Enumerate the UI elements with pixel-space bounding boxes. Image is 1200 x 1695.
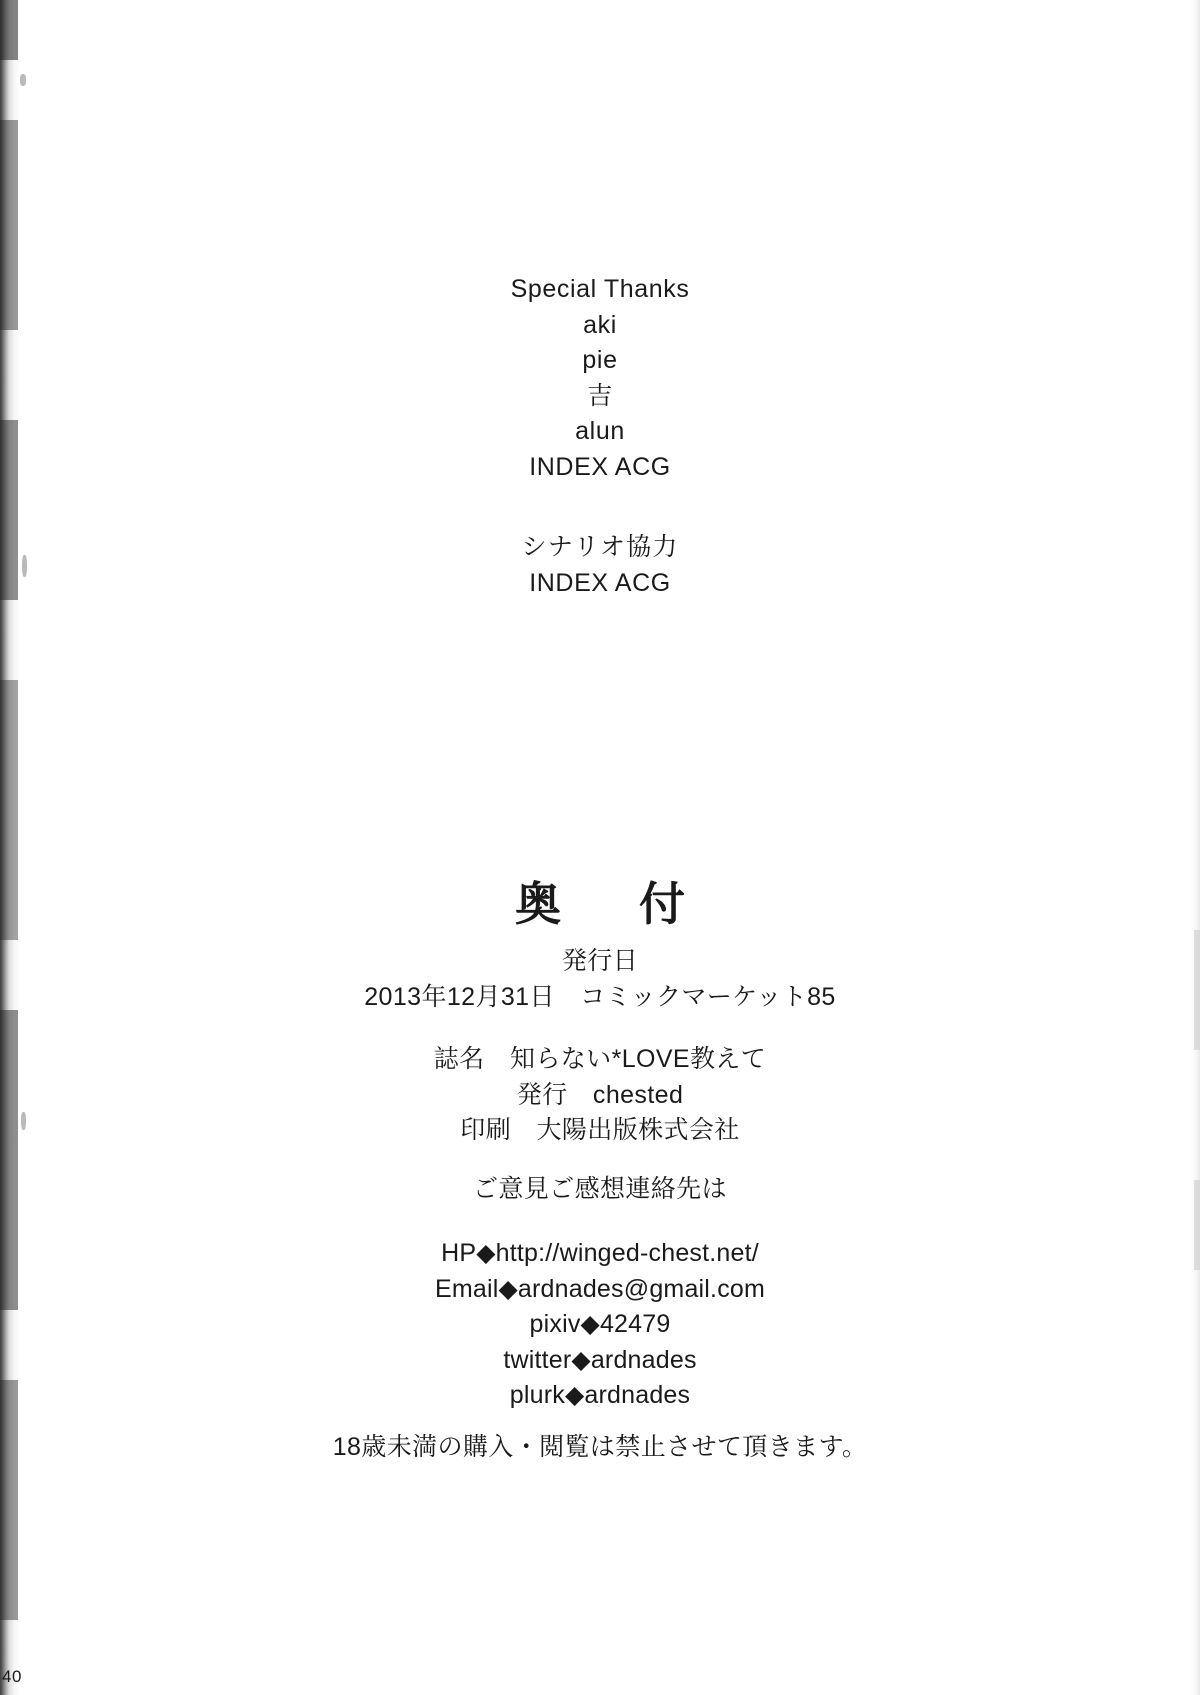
contact-list (0, 1236, 1200, 1414)
scenario-cooperation-name: INDEX ACG (529, 568, 671, 597)
publication-section (0, 944, 1200, 1015)
page-number: 40 (2, 1667, 22, 1686)
publication-date: 2013年12月31日 コミックマーケット85 (364, 982, 836, 1011)
special-thanks-name: aki (583, 310, 617, 339)
contact-pixiv: pixiv◆42479 (529, 1310, 671, 1338)
publisher-line: 発行 chested (516, 1080, 684, 1109)
age-restriction-notice (0, 1430, 1200, 1466)
age-restriction-text: 18歳未満の購入・閲覧は禁止させて頂きます。 (332, 1433, 868, 1461)
scan-noise-artifact (0, 1380, 18, 1620)
scenario-cooperation-section (0, 530, 1200, 601)
printer-line: 印刷 大陽出版株式会社 (460, 1116, 740, 1144)
publication-label: 発行日 (561, 947, 639, 975)
contact-twitter: twitter◆ardnades (503, 1345, 697, 1374)
special-thanks-name: alun (575, 417, 625, 445)
book-details-section (0, 1042, 1200, 1149)
special-thanks-section (0, 272, 1200, 485)
scan-speck-artifact (20, 74, 26, 86)
special-thanks-name: pie (582, 346, 618, 374)
special-thanks-name: INDEX ACG (529, 452, 671, 481)
contact-email: Email◆ardnades@gmail.com (434, 1274, 766, 1303)
scan-noise-artifact (0, 0, 18, 60)
scenario-cooperation-title: シナリオ協力 (521, 533, 679, 561)
contact-heading-section (0, 1172, 1200, 1208)
special-thanks-name: 吉 (587, 381, 613, 410)
contact-heading: ご意見ご感想連絡先は (472, 1175, 727, 1203)
contact-plurk: plurk◆ardnades (509, 1381, 691, 1409)
contact-hp: HP◆http://winged-chest.net/ (441, 1239, 759, 1267)
colophon-heading: 奥 付 (515, 878, 701, 930)
book-title-line: 誌名 知らない*LOVE教えて (433, 1045, 767, 1073)
special-thanks-title: Special Thanks (510, 275, 690, 303)
